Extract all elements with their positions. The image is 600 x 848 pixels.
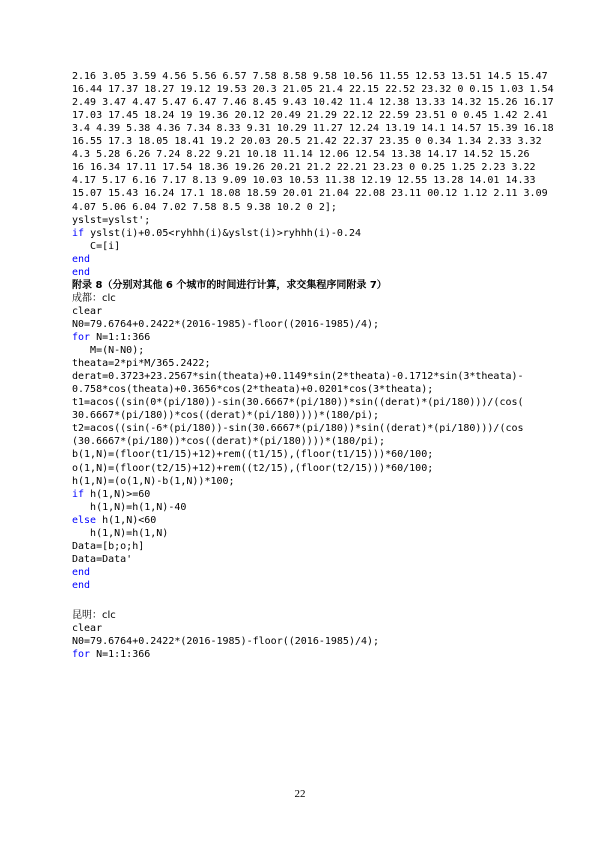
code-line: (30.6667*(pi/180))*cos((derat)*(pi/180))))*(180/pi);	[72, 436, 386, 448]
code-line: yslst=yslst';	[72, 214, 151, 226]
code-line: 4.07 5.06 6.04 7.02 7.58 8.5 9.38 10.2 0 2];	[72, 201, 337, 213]
code-line: 30.6667*(pi/180))*cos((derat)*(pi/180))))*(180/pi);	[72, 410, 380, 422]
keyword: end	[72, 566, 91, 578]
code-line: 昆明：clc	[72, 610, 116, 622]
code-line: 4.17 5.17 6.16 7.17 8.13 9.09 10.03 10.53 11.38 12.19 12.55 13.28 14.01 14.33	[72, 175, 536, 187]
code-line: clear	[72, 623, 103, 635]
keyword: end	[72, 579, 91, 591]
code-line: if yslst(i)+0.05<ryhhh(i)&yslst(i)>ryhhh(i)-0.24	[72, 227, 361, 239]
code-line: else h(1,N)<60	[72, 514, 157, 526]
code-line: 2.49 3.47 4.47 5.47 6.47 7.46 8.45 9.43 10.42 11.4 12.38 13.33 14.32 15.26 16.17	[72, 97, 554, 109]
page-number: 22	[294, 788, 306, 800]
code-line: 2.16 3.05 3.59 4.56 5.56 6.57 7.58 8.58 9.58 10.56 11.55 12.53 13.51 14.5 15.47	[72, 71, 548, 82]
code-line: b(1,N)=(floor(t1/15)+12)+rem((t1/15),(floor(t1/15)))*60/100;	[72, 449, 434, 461]
code-line: if h(1,N)>=60	[72, 488, 151, 500]
code-line: 16.44 17.37 18.27 19.12 19.53 20.3 21.05 21.4 22.15 22.52 23.32 0 0.15 1.03 1.54	[72, 84, 554, 96]
code-line: 成都：clc	[72, 292, 116, 304]
code-line: 4.3 5.28 6.26 7.24 8.22 9.21 10.18 11.14 12.06 12.54 13.38 14.17 14.52 15.26	[72, 149, 530, 161]
code-line: C=[i]	[72, 240, 121, 252]
code-line	[72, 579, 90, 592]
keyword: else	[72, 514, 97, 526]
keyword: if	[72, 488, 85, 500]
code-line: t1=acos((sin(0*(pi/180))-sin(30.6667*(pi/180))*sin((derat)*(pi/180)))/(cos(	[72, 397, 524, 409]
code-line: h(1,N)=h(1,N)-40	[72, 501, 187, 513]
code-line: h(1,N)=h(1,N)	[72, 527, 169, 539]
code-line: N0=79.6764+0.2422*(2016-1985)-floor((2016-1985)/4);	[72, 636, 380, 648]
keyword: end	[72, 266, 91, 278]
code-line: 16.55 17.3 18.05 18.41 19.2 20.03 20.5 21.42 22.37 23.35 0 0.34 1.34 2.33 3.32	[72, 136, 542, 148]
code-line: t2=acos((sin(-6*(pi/180))-sin(30.6667*(pi/180))*sin((derat)*(pi/180)))/(cos	[72, 423, 524, 435]
appendix-heading: 附录 8（分别对其他 6 个城市的时间进行计算，求交集程序同附录 7）	[72, 279, 387, 291]
code-line: for N=1:1:366	[72, 332, 151, 343]
code-line: Data=[b;o;h]	[72, 540, 145, 552]
code-line: Data=Data'	[72, 553, 133, 565]
code-line: derat=0.3723+23.2567*sin(theata)+0.1149*sin(2*theata)-0.1712*sin(3*theata)-	[72, 371, 524, 383]
code-line: N0=79.6764+0.2422*(2016-1985)-floor((2016-1985)/4);	[72, 318, 380, 330]
code-line: 16 16.34 17.11 17.54 18.36 19.26 20.21 21.2 22.21 23.23 0 0.25 1.25 2.23 3.22	[72, 162, 536, 174]
code-line: 17.03 17.45 18.24 19 19.36 20.12 20.49 21.29 22.12 22.59 23.51 0 0.45 1.42 2.41	[72, 110, 548, 122]
code-line: clear	[72, 305, 103, 317]
keyword: for	[72, 332, 91, 343]
keyword: for	[72, 649, 91, 661]
code-line	[72, 253, 90, 266]
keyword: if	[72, 227, 85, 239]
code-line: for N=1:1:366	[72, 649, 151, 661]
code-line: o(1,N)=(floor(t2/15)+12)+rem((t2/15),(floor(t2/15)))*60/100;	[72, 462, 434, 474]
code-line	[72, 566, 90, 579]
code-line: 15.07 15.43 16.24 17.1 18.08 18.59 20.01 21.04 22.08 23.11 00.12 1.12 2.11 3.09	[72, 188, 548, 200]
code-line: 0.758*cos(theata)+0.3656*cos(2*theata)+0.0201*cos(3*theata);	[72, 384, 434, 396]
code-line: theata=2*pi*M/365.2422;	[72, 358, 211, 370]
code-line	[72, 266, 90, 279]
code-line: h(1,N)=(o(1,N)-b(1,N))*100;	[72, 475, 235, 487]
keyword: end	[72, 253, 91, 265]
code-line: 3.4 4.39 5.38 4.36 7.34 8.33 9.31 10.29 11.27 12.24 13.19 14.1 14.57 15.39 16.18	[72, 123, 554, 135]
code-line: M=(N-N0);	[72, 345, 145, 357]
